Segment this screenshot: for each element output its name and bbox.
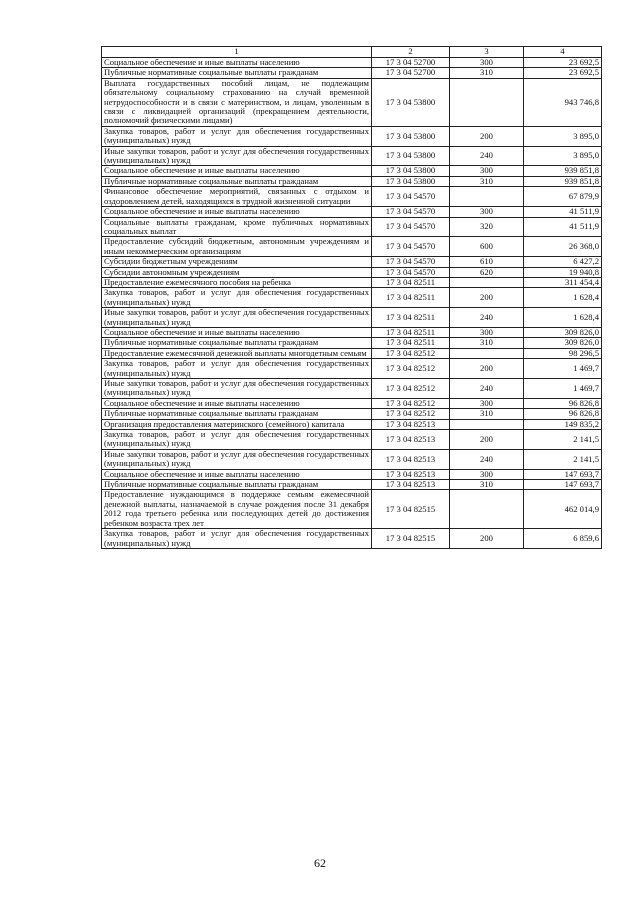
row-code: 17 3 04 82511	[372, 308, 450, 328]
row-amount: 1 628,4	[524, 288, 602, 308]
row-code: 17 3 04 52700	[372, 58, 450, 68]
row-name: Социальное обеспечение и иные выплаты населению	[102, 398, 372, 408]
row-type: 200	[450, 288, 524, 308]
row-type: 620	[450, 267, 524, 277]
table-row	[102, 409, 602, 419]
row-type: 300	[450, 327, 524, 337]
row-name: Публичные нормативные социальные выплаты гражданам	[102, 68, 372, 78]
row-type: 240	[450, 449, 524, 469]
row-amount: 96 826,8	[524, 398, 602, 408]
row-code: 17 3 04 54570	[372, 267, 450, 277]
row-type: 200	[450, 126, 524, 146]
table-row	[102, 126, 602, 146]
row-type	[450, 490, 524, 529]
table-row	[102, 449, 602, 469]
row-code: 17 3 04 82513	[372, 469, 450, 479]
row-name: Социальное обеспечение и иные выплаты населению	[102, 166, 372, 176]
row-amount: 943 746,8	[524, 78, 602, 126]
row-name: Закупка товаров, работ и услуг для обеспечения государственных (муниципальных) нужд	[102, 529, 372, 549]
row-type: 200	[450, 529, 524, 549]
table-row	[102, 146, 602, 166]
row-amount: 6 427,2	[524, 257, 602, 267]
table-row	[102, 207, 602, 217]
table-row	[102, 176, 602, 186]
row-code: 17 3 04 82511	[372, 327, 450, 337]
row-name: Социальное обеспечение и иные выплаты населению	[102, 207, 372, 217]
table-row	[102, 78, 602, 126]
row-amount: 311 454,4	[524, 277, 602, 287]
table-row	[102, 237, 602, 257]
row-amount: 6 859,6	[524, 529, 602, 549]
row-name: Публичные нормативные социальные выплаты гражданам	[102, 409, 372, 419]
row-amount: 41 511,9	[524, 217, 602, 237]
row-type: 320	[450, 217, 524, 237]
row-amount: 147 693,7	[524, 480, 602, 490]
row-type: 600	[450, 237, 524, 257]
row-type: 240	[450, 146, 524, 166]
row-amount: 3 895,0	[524, 146, 602, 166]
header-row	[102, 47, 602, 58]
row-code: 17 3 04 54570	[372, 237, 450, 257]
row-code: 17 3 04 82511	[372, 288, 450, 308]
row-name: Закупка товаров, работ и услуг для обеспечения государственных (муниципальных) нужд	[102, 288, 372, 308]
row-amount: 3 895,0	[524, 126, 602, 146]
row-type: 310	[450, 338, 524, 348]
row-type: 200	[450, 430, 524, 450]
row-amount: 2 141,5	[524, 449, 602, 469]
row-type: 200	[450, 359, 524, 379]
row-type	[450, 187, 524, 207]
row-code: 17 3 04 82515	[372, 490, 450, 529]
table-row	[102, 529, 602, 549]
row-amount: 26 368,0	[524, 237, 602, 257]
row-code: 17 3 04 82511	[372, 338, 450, 348]
header-col-2: 2	[372, 47, 450, 58]
table-row	[102, 257, 602, 267]
row-type: 300	[450, 398, 524, 408]
row-code: 17 3 04 82512	[372, 379, 450, 399]
row-name: Предоставление ежемесячного пособия на ребенка	[102, 277, 372, 287]
row-type: 300	[450, 58, 524, 68]
row-name: Публичные нормативные социальные выплаты гражданам	[102, 176, 372, 186]
page-number: 62	[314, 856, 326, 870]
row-name: Закупка товаров, работ и услуг для обеспечения государственных (муниципальных) нужд	[102, 126, 372, 146]
row-name: Закупка товаров, работ и услуг для обеспечения государственных (муниципальных) нужд	[102, 359, 372, 379]
row-code: 17 3 04 54570	[372, 257, 450, 267]
row-name: Иные закупки товаров, работ и услуг для обеспечения государственных (муниципальных) нужд	[102, 146, 372, 166]
table-row	[102, 308, 602, 328]
header-col-3: 3	[450, 47, 524, 58]
row-code: 17 3 04 54570	[372, 217, 450, 237]
row-amount: 19 940,8	[524, 267, 602, 277]
table-row	[102, 338, 602, 348]
row-name: Закупка товаров, работ и услуг для обеспечения государственных (муниципальных) нужд	[102, 430, 372, 450]
row-code: 17 3 04 82512	[372, 398, 450, 408]
table-row	[102, 58, 602, 68]
row-code: 17 3 04 82515	[372, 529, 450, 549]
row-name: Социальное обеспечение и иные выплаты населению	[102, 469, 372, 479]
row-type: 300	[450, 207, 524, 217]
row-name: Субсидии автономным учреждениям	[102, 267, 372, 277]
row-name: Социальные выплаты гражданам, кроме публичных нормативных социальных выплат	[102, 217, 372, 237]
budget-table	[101, 46, 602, 549]
row-code: 17 3 04 82513	[372, 430, 450, 450]
row-name: Субсидии бюджетным учреждениям	[102, 257, 372, 267]
row-amount: 147 693,7	[524, 469, 602, 479]
row-type: 310	[450, 68, 524, 78]
row-name: Иные закупки товаров, работ и услуг для обеспечения государственных (муниципальных) нужд	[102, 308, 372, 328]
table-row	[102, 379, 602, 399]
row-type	[450, 348, 524, 358]
row-type: 310	[450, 176, 524, 186]
row-name: Финансовое обеспечение мероприятий, связанных с отдыхом и оздоровлением детей, находящихся в трудной жизненной ситуации	[102, 187, 372, 207]
row-type	[450, 419, 524, 429]
row-name: Иные закупки товаров, работ и услуг для обеспечения государственных (муниципальных) нужд	[102, 449, 372, 469]
table-row	[102, 348, 602, 358]
table-row	[102, 166, 602, 176]
row-name: Иные закупки товаров, работ и услуг для обеспечения государственных (муниципальных) нужд	[102, 379, 372, 399]
row-amount: 1 628,4	[524, 308, 602, 328]
table-row	[102, 419, 602, 429]
row-amount: 309 826,0	[524, 338, 602, 348]
table-row	[102, 469, 602, 479]
row-code: 17 3 04 54570	[372, 207, 450, 217]
table-row	[102, 398, 602, 408]
table-row	[102, 359, 602, 379]
table-row	[102, 277, 602, 287]
table-row	[102, 430, 602, 450]
row-name: Организация предоставления материнского (семейного) капитала	[102, 419, 372, 429]
row-amount: 462 014,9	[524, 490, 602, 529]
row-code: 17 3 04 52700	[372, 68, 450, 78]
row-code: 17 3 04 82513	[372, 449, 450, 469]
row-code: 17 3 04 53800	[372, 78, 450, 126]
table-row	[102, 267, 602, 277]
row-amount: 23 692,5	[524, 58, 602, 68]
row-type: 310	[450, 409, 524, 419]
row-amount: 41 511,9	[524, 207, 602, 217]
row-name: Публичные нормативные социальные выплаты гражданам	[102, 338, 372, 348]
row-code: 17 3 04 82511	[372, 277, 450, 287]
row-code: 17 3 04 53800	[372, 166, 450, 176]
table-row	[102, 490, 602, 529]
row-type: 240	[450, 308, 524, 328]
row-amount: 96 826,8	[524, 409, 602, 419]
row-code: 17 3 04 53800	[372, 126, 450, 146]
row-name: Социальное обеспечение и иные выплаты населению	[102, 327, 372, 337]
row-type: 240	[450, 379, 524, 399]
header-col-1: 1	[102, 47, 372, 58]
row-name: Предоставление субсидий бюджетным, автономным учреждениям и иным некоммерческим организациям	[102, 237, 372, 257]
row-type: 310	[450, 480, 524, 490]
row-name: Социальное обеспечение и иные выплаты населению	[102, 58, 372, 68]
row-code: 17 3 04 82513	[372, 480, 450, 490]
row-amount: 309 826,0	[524, 327, 602, 337]
table-row	[102, 187, 602, 207]
row-name: Предоставление ежемесячной денежной выплаты многодетным семьям	[102, 348, 372, 358]
row-type: 610	[450, 257, 524, 267]
row-name: Публичные нормативные социальные выплаты гражданам	[102, 480, 372, 490]
row-amount: 98 296,5	[524, 348, 602, 358]
row-type	[450, 277, 524, 287]
row-type: 300	[450, 166, 524, 176]
row-code: 17 3 04 82512	[372, 359, 450, 379]
row-name: Предоставление нуждающимся в поддержке семьям ежемесячной денежной выплаты, назначаемой в случае рождения после 31 декабря 2012 года третьего ребенка или последующих детей до достижения ребенком возраста трех лет	[102, 490, 372, 529]
row-name: Выплата государственных пособий лицам, не подлежащим обязательному социальному страхованию на случай временной нетрудоспособности и в связи с материнством, и лицам, уволенным в связи с ликвидацией организаций (прекращением деятельности, полномочий физическими лицами)	[102, 78, 372, 126]
row-type: 300	[450, 469, 524, 479]
row-code: 17 3 04 53800	[372, 146, 450, 166]
table-row	[102, 480, 602, 490]
row-code: 17 3 04 53800	[372, 176, 450, 186]
row-amount: 1 469,7	[524, 379, 602, 399]
row-amount: 2 141,5	[524, 430, 602, 450]
row-amount: 939 851,8	[524, 166, 602, 176]
row-amount: 1 469,7	[524, 359, 602, 379]
row-code: 17 3 04 82512	[372, 348, 450, 358]
table-body	[102, 58, 602, 549]
table-row	[102, 68, 602, 78]
row-amount: 149 835,2	[524, 419, 602, 429]
row-amount: 23 692,5	[524, 68, 602, 78]
row-amount: 67 879,9	[524, 187, 602, 207]
table-row	[102, 327, 602, 337]
table-row	[102, 288, 602, 308]
row-type	[450, 78, 524, 126]
row-code: 17 3 04 82513	[372, 419, 450, 429]
header-col-4: 4	[524, 47, 602, 58]
table-row	[102, 217, 602, 237]
row-code: 17 3 04 82512	[372, 409, 450, 419]
row-amount: 939 851,8	[524, 176, 602, 186]
row-code: 17 3 04 54570	[372, 187, 450, 207]
